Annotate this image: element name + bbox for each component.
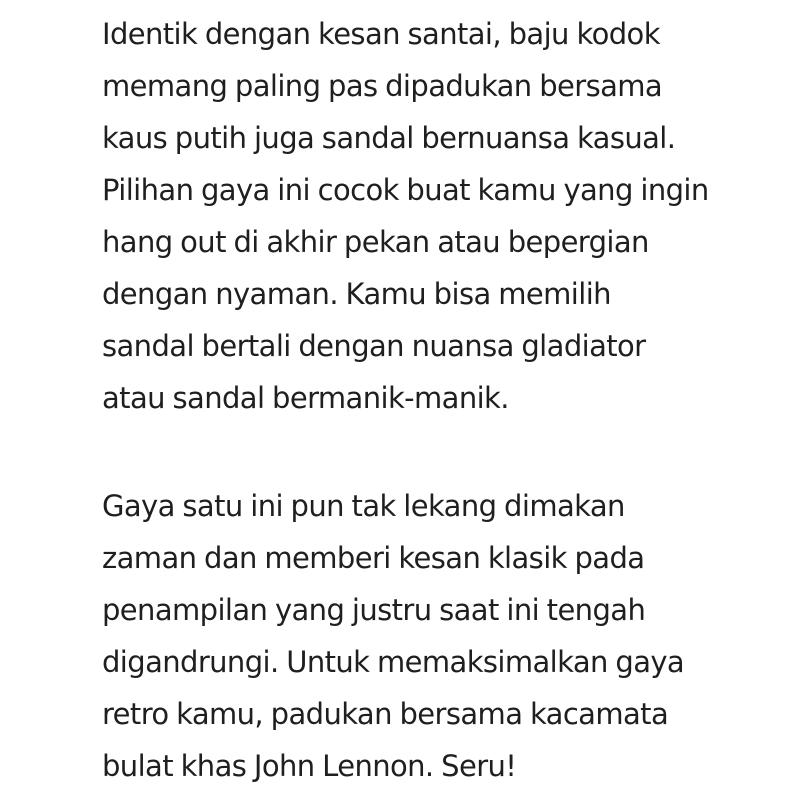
paragraph-line: Pilihan gaya ini cocok buat kamu yang ingin	[102, 173, 709, 207]
paragraph-line: digandrungi. Untuk memaksimalkan gaya	[102, 645, 685, 679]
paragraph-line: atau sandal bermanik-manik.	[102, 381, 509, 415]
paragraph-line: Identik dengan kesan santai, baju kodok	[102, 17, 660, 51]
paragraph-line: bulat khas John Lennon. Seru!	[102, 749, 517, 783]
paragraph-2	[102, 480, 684, 792]
paragraph-line: penampilan yang justru saat ini tengah	[102, 593, 646, 627]
paragraph-line: zaman dan memberi kesan klasik pada	[102, 541, 645, 575]
paragraph-line: sandal bertali dengan nuansa gladiator	[102, 329, 646, 363]
paragraph-line: kaus putih juga sandal bernuansa kasual.	[102, 121, 676, 155]
paragraph-line: Gaya satu ini pun tak lekang dimakan	[102, 489, 625, 523]
paragraph-line: memang paling pas dipadukan bersama	[102, 69, 663, 103]
paragraph-1	[102, 8, 709, 424]
paragraph-line: dengan nyaman. Kamu bisa memilih	[102, 277, 611, 311]
paragraph-line: retro kamu, padukan bersama kacamata	[102, 697, 669, 731]
paragraph-line: hang out di akhir pekan atau bepergian	[102, 225, 649, 259]
